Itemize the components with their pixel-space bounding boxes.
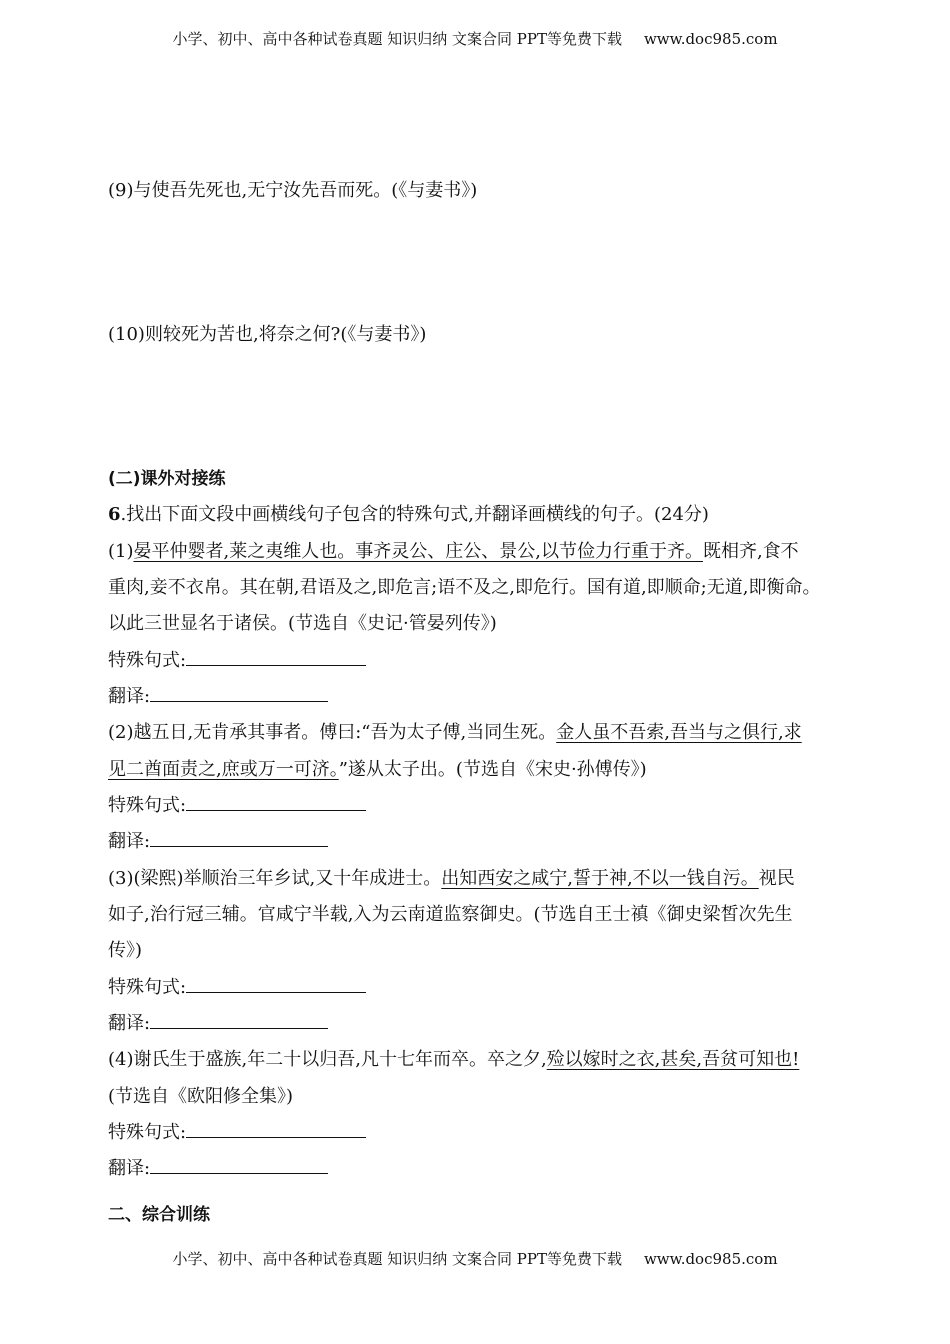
translate-label: 翻译: — [108, 686, 151, 707]
page-footer — [0, 1248, 950, 1269]
translate-label: 翻译: — [108, 1158, 151, 1179]
translate-label: 翻译: — [108, 831, 151, 852]
question-6-text: .找出下面文段中画横线句子包含的特殊句式,并翻译画横线的句子。(24分) — [120, 504, 709, 525]
passage-1-prefix: (1) — [108, 541, 134, 562]
passage-3-line-3: 传》) — [108, 940, 143, 961]
passage-1-line-3: 以此三世显名于诸侯。(节选自《史记·管晏列传》) — [108, 613, 497, 634]
special-label: 特殊句式: — [108, 795, 187, 816]
passage-1-line-2: 重肉,妾不衣帛。其在朝,君语及之,即危言;语不及之,即危行。国有道,即顺命;无道,即衡命。 — [108, 577, 821, 598]
passage-3-line-1 — [108, 864, 795, 890]
passage-3-underlined: 出知西安之咸宁,誓于神,不以一钱自污。 — [441, 868, 759, 889]
passage-2-underlined-1: 金人虽不吾索,吾当与之俱行,求 — [556, 722, 802, 743]
passage-2-source: ”遂从太子出。(节选自《宋史·孙傅传》) — [338, 759, 647, 780]
translate-answer-blank-1[interactable] — [150, 685, 328, 702]
answer-4-special — [108, 1118, 366, 1144]
header-text: 小学、初中、高中各种试卷真题 知识归纳 文案合同 PPT等免费下载 — [172, 30, 622, 48]
passage-4-line-1 — [108, 1045, 799, 1071]
special-answer-blank-3[interactable] — [186, 976, 366, 993]
passage-1-line-1 — [108, 537, 799, 563]
footer-site[interactable]: www.doc985.com — [643, 1250, 778, 1268]
passage-1-text: 既相齐,食不 — [702, 541, 799, 562]
section-title-comprehensive: 二、综合训练 — [108, 1205, 210, 1225]
answer-3-special — [108, 973, 366, 999]
question-6-prompt — [108, 500, 709, 526]
special-answer-blank-2[interactable] — [186, 794, 366, 811]
question-6-number: 6 — [108, 504, 121, 525]
translate-answer-blank-2[interactable] — [150, 830, 328, 847]
special-label: 特殊句式: — [108, 650, 187, 671]
answer-3-translate — [108, 1009, 328, 1035]
passage-3-line-2: 如子,治行冠三辅。官咸宁半载,入为云南道监察御史。(节选自王士禛《御史梁皙次先生 — [108, 904, 793, 925]
page-header — [0, 28, 950, 49]
passage-3-text-end: 视民 — [758, 868, 795, 889]
passage-4-underlined: 殓以嫁时之衣,甚矣,吾贫可知也! — [546, 1049, 800, 1070]
passage-3-text: (3)(梁熙)举顺治三年乡试,又十年成进士。 — [108, 868, 442, 889]
special-label: 特殊句式: — [108, 1122, 187, 1143]
footer-text: 小学、初中、高中各种试卷真题 知识归纳 文案合同 PPT等免费下载 — [172, 1250, 622, 1268]
translate-label: 翻译: — [108, 1013, 151, 1034]
answer-1-special — [108, 646, 366, 672]
header-site[interactable]: www.doc985.com — [643, 30, 778, 48]
question-9: (9)与使吾先死也,无宁汝先吾而死。(《与妻书》) — [108, 180, 478, 201]
special-label: 特殊句式: — [108, 977, 187, 998]
passage-4-line-2: (节选自《欧阳修全集》) — [108, 1086, 294, 1107]
answer-1-translate — [108, 682, 328, 708]
passage-2-line-1 — [108, 718, 802, 744]
question-10: (10)则较死为苦也,将奈之何?(《与妻书》) — [108, 324, 427, 345]
answer-2-translate — [108, 827, 328, 853]
passage-2-text: (2)越五日,无肯承其事者。傅曰:“吾为太子傅,当同生死。 — [108, 722, 557, 743]
answer-2-special — [108, 791, 366, 817]
section-title-extracurricular: (二)课外对接练 — [108, 469, 226, 489]
translate-answer-blank-3[interactable] — [150, 1012, 328, 1029]
passage-2-line-2 — [108, 755, 647, 781]
passage-2-underlined-2: 见二酋面责之,庶或万一可济。 — [108, 759, 339, 780]
special-answer-blank-4[interactable] — [186, 1121, 366, 1138]
passage-1-underlined: 晏平仲婴者,莱之夷维人也。事齐灵公、庄公、景公,以节俭力行重于齐。 — [133, 541, 703, 562]
answer-4-translate — [108, 1154, 328, 1180]
translate-answer-blank-4[interactable] — [150, 1157, 328, 1174]
special-answer-blank-1[interactable] — [186, 649, 366, 666]
passage-4-text: (4)谢氏生于盛族,年二十以归吾,凡十七年而卒。卒之夕, — [108, 1049, 547, 1070]
